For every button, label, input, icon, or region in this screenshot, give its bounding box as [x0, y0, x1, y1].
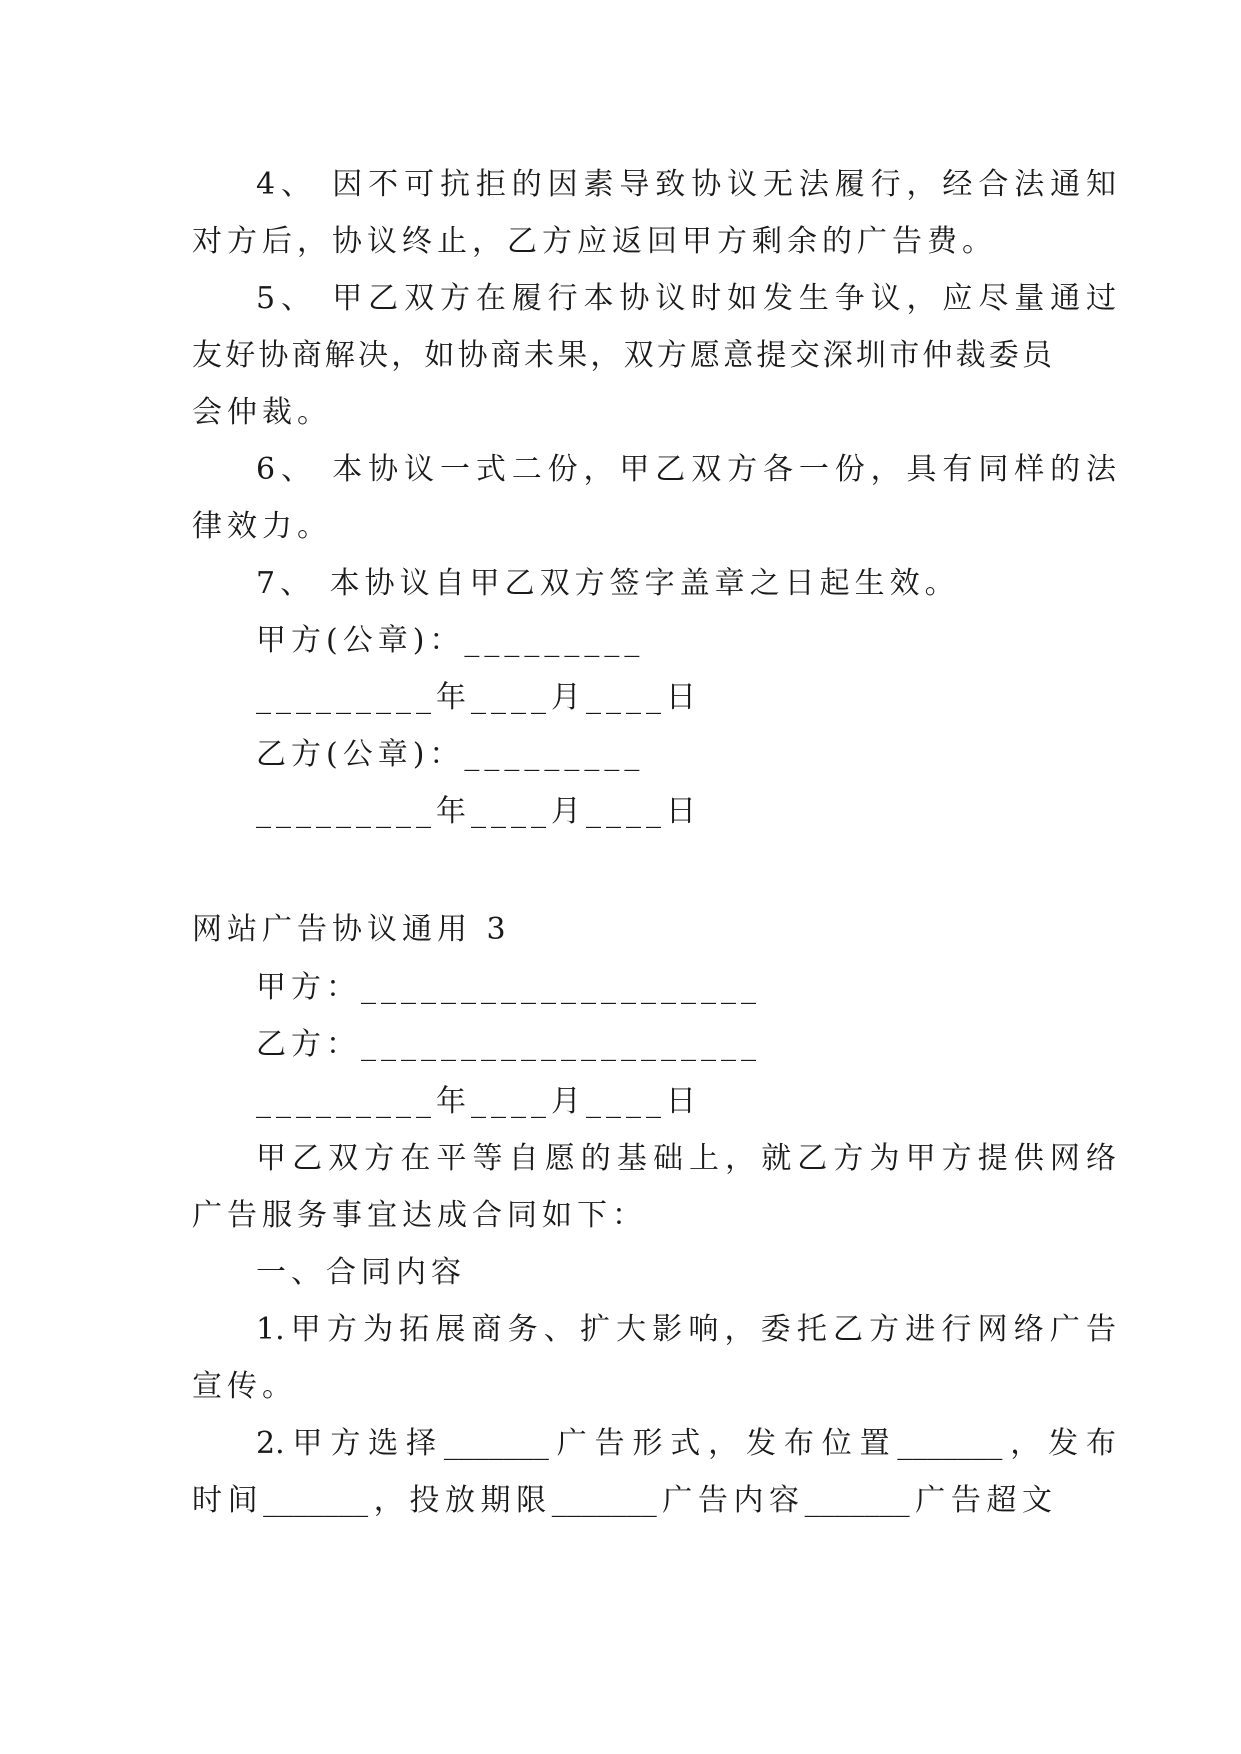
- clause-4-line-1: 4、 因不可抗拒的因素导致协议无法履行，经合法通知: [256, 167, 1116, 202]
- agreement-date-line: _________年____月____日: [256, 1084, 701, 1119]
- intro-line-1: 甲乙双方在平等自愿的基础上，就乙方为甲方提供网络: [256, 1141, 1116, 1176]
- clause-7-line-1: 7、 本协议自甲乙双方签字盖章之日起生效。: [256, 566, 960, 601]
- item-2-line-1: 2.甲方选择_______广告形式，发布位置_______，发布: [256, 1426, 1116, 1461]
- clause-5-line-2: 友好协商解决，如协商未果，双方愿意提交深圳市仲裁委员: [192, 338, 1052, 373]
- clause-5-line-3: 会仲裁。: [192, 395, 332, 430]
- party-a-seal-line: 甲方(公章)：_________: [256, 623, 645, 658]
- intro-line-2: 广告服务事宜达成合同如下：: [192, 1198, 647, 1233]
- clause-6-line-1: 6、 本协议一式二份，甲乙双方各一份，具有同样的法: [256, 452, 1116, 487]
- clause-5-line-1: 5、 甲乙双方在履行本协议时如发生争议，应尽量通过: [256, 281, 1116, 316]
- party-b-line: 乙方：____________________: [256, 1027, 761, 1062]
- section-title: 网站广告协议通用 3: [192, 912, 511, 947]
- party-a-line: 甲方：____________________: [256, 970, 761, 1005]
- clause-6-line-2: 律效力。: [192, 509, 332, 544]
- contract-content-heading: 一、合同内容: [256, 1255, 466, 1290]
- party-b-seal-line: 乙方(公章)：_________: [256, 737, 645, 772]
- party-a-date-line: _________年____月____日: [256, 680, 701, 715]
- clause-4-line-2: 对方后，协议终止，乙方应返回甲方剩余的广告费。: [192, 224, 997, 259]
- party-b-date-line: _________年____月____日: [256, 794, 701, 829]
- item-1-line-1: 1.甲方为拓展商务、扩大影响，委托乙方进行网络广告: [256, 1312, 1116, 1347]
- item-1-line-2: 宣传。: [192, 1369, 297, 1404]
- item-2-line-2: 时间_______，投放期限_______广告内容_______广告超文: [192, 1483, 1052, 1518]
